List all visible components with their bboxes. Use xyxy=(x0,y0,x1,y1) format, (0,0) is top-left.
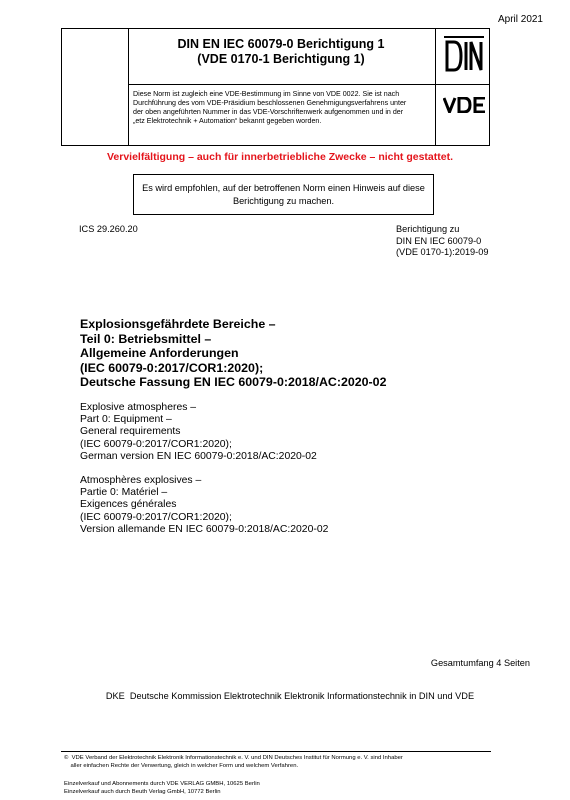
vde-note-line: „etz Elektrotechnik + Automation“ bekannt gegeben worden. xyxy=(133,117,322,125)
title-en-line: General requirements xyxy=(80,426,181,438)
vde-logo-icon xyxy=(443,97,487,113)
title-fr-line: Version allemande EN IEC 60079-0:2018/AC:2020-02 xyxy=(80,523,329,535)
title-de-line: Allgemeine Anforderungen xyxy=(80,346,239,360)
correction-line: Berichtigung zu xyxy=(396,224,460,234)
correction-line: (VDE 0170-1):2019-09 xyxy=(396,247,489,257)
recommendation-text xyxy=(133,182,434,208)
footer-divider xyxy=(61,751,491,752)
title-de-line: Deutsche Fassung EN IEC 60079-0:2018/AC:2020-02 xyxy=(80,375,387,389)
ics-code: ICS 29.260.20 xyxy=(79,224,138,234)
title-en-line: (IEC 60079-0:2017/COR1:2020); xyxy=(80,438,232,450)
standard-title-line1: DIN EN IEC 60079-0 Berichtigung 1 xyxy=(177,37,385,51)
total-pages: Gesamtumfang 4 Seiten xyxy=(430,658,530,668)
recommendation-line: Berichtigung zu machen. xyxy=(232,196,335,206)
copyright-line: aller einfachen Rechte der Verwertung, gleich in welcher Form und welchem Verfahren. xyxy=(64,762,299,769)
title-de-line: (IEC 60079-0:2017/COR1:2020); xyxy=(80,360,264,375)
correction-line: DIN EN IEC 60079-0 xyxy=(396,235,482,246)
publication-date: April 2021 xyxy=(497,14,543,25)
sales-line: Einzelverkauf und Abonnements durch VDE VERLAG GMBH, 10625 Berlin xyxy=(64,781,260,787)
vde-note-line: der oben angeführten Nummer in das VDE-Vorschriftenwerk aufgenommen und in der xyxy=(133,108,404,116)
reproduction-warning: Vervielfältigung – auch für innerbetriebliche Zwecke – nicht gestattet. xyxy=(106,151,453,163)
title-fr-line: Atmosphères explosives – xyxy=(80,475,202,486)
title-fr-line: (IEC 60079-0:2017/COR1:2020); xyxy=(80,511,232,523)
title-fr-line: Partie 0: Matériel – xyxy=(80,487,168,499)
sales-line: Einzelverkauf auch durch Beuth Verlag GmbH, 10772 Berlin xyxy=(64,788,221,795)
title-english xyxy=(80,402,317,463)
title-en-line: Part 0: Equipment – xyxy=(80,414,172,426)
vde-note-line: Durchführung des vom VDE-Präsidium beschlossenen Genehmigungsverfahrens unter xyxy=(133,99,407,107)
title-fr-line: Exigences générales xyxy=(80,499,177,511)
din-logo-icon xyxy=(444,36,484,72)
recommendation-line: Es wird empfohlen, auf der betroffenen Norm einen Hinweis auf diese xyxy=(142,183,425,193)
title-french xyxy=(80,475,328,536)
correction-reference xyxy=(396,224,488,259)
copyright-line: © VDE Verband der Elektrotechnik Elektronik Informationstechnik e. V. und DIN Deutsches Institut für Normung e. V. sind Inhaber xyxy=(64,755,403,761)
standard-title-line2: (VDE 0170-1 Berichtigung 1) xyxy=(197,52,365,66)
vde-note xyxy=(133,90,435,126)
title-en-line: Explosive atmospheres – xyxy=(80,402,197,413)
title-german xyxy=(80,317,386,390)
title-de-line: Teil 0: Betriebsmittel – xyxy=(80,331,212,346)
vde-note-line: Diese Norm ist zugleich eine VDE-Bestimmung im Sinne von VDE 0022. Sie ist nach xyxy=(133,90,400,98)
dke-commission: DKE Deutsche Kommission Elektrotechnik Elektronik Informationstechnik in DIN und VDE xyxy=(105,691,475,701)
title-en-line: German version EN IEC 60079-0:2018/AC:2020-02 xyxy=(80,450,317,462)
title-de-line: Explosionsgefährdete Bereiche – xyxy=(80,317,276,331)
copyright-notice xyxy=(64,755,494,770)
sales-info xyxy=(64,781,494,796)
